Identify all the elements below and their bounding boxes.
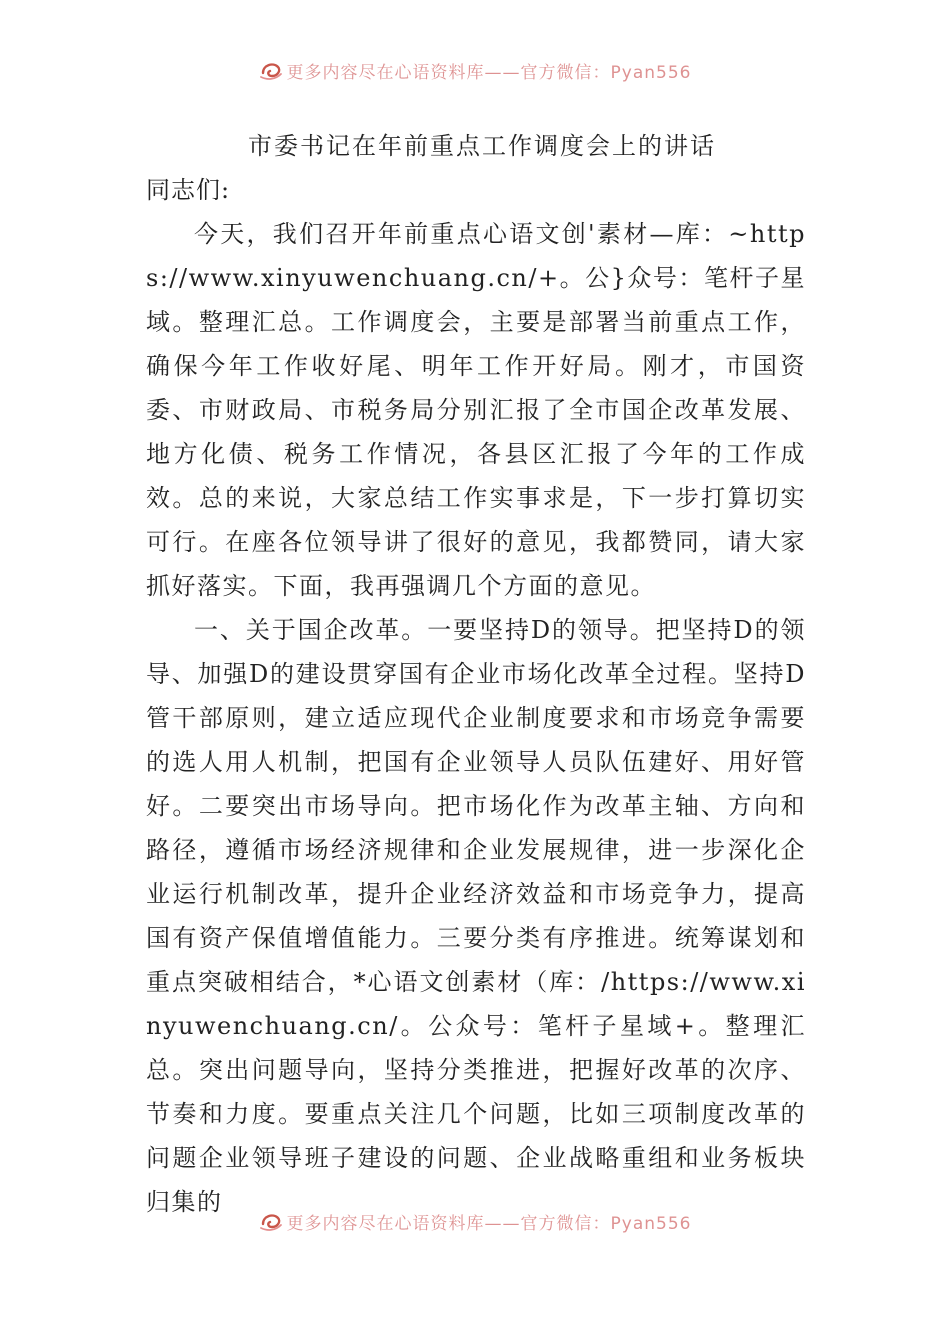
paragraph-intro: 今天，我们召开年前重点心语文创'素材—库：~https://www.xinyuwenchuang.cn/+。公}众号：笔杆子星域。整理汇总。工作调度会，主要是部署当前重点工作，确保今年工作收好尾、明年工作开好局。刚才，市国资委、市财政局、市税务局分别汇报了全市国企改革发展、地方化债、税务工作情况，各县区汇报了今年的工作成效。总的来说，大家总结工作实事求是，下一步打算切实可行。在座各位领导讲了很好的意见，我都赞同，请大家抓好落实。下面，我再强调几个方面的意见。 <box>146 220 806 600</box>
document-title: 市委书记在年前重点工作调度会上的讲话 <box>248 132 716 160</box>
swirl-logo-icon <box>259 59 283 81</box>
watermark-text: 更多内容尽在心语资料库——官方微信：Pyan556 <box>286 1213 692 1234</box>
swirl-logo-icon <box>259 1210 283 1232</box>
paragraph-soe-reform: 一、关于国企改革。一要坚持D的领导。把坚持D的领导、加强D的建设贯穿国有企业市场化改革全过程。坚持D管干部原则，建立适应现代企业制度要求和市场竞争需要的选人用人机制，把国有企业领导人员队伍建好、用好管好。二要突出市场导向。把市场化作为改革主轴、方向和路径，遵循市场经济规律和企业发展规律，进一步深化企业运行机制改革，提升企业经济效益和市场竞争力，提高国有资产保值增值能力。三要分类有序推进。统筹谋划和重点突破相结合，*心语文创素材（库：/https://www.xinyuwenchuang.cn/。公众号：笔杆子星域+。整理汇总。突出问题导向，坚持分类推进，把握好改革的次序、节奏和力度。要重点关注几个问题，比如三项制度改革的问题企业领导班子建设的问题、企业战略重组和业务板块归集的 <box>146 616 806 1216</box>
watermark-banner-top <box>0 55 950 85</box>
watermark-banner-bottom <box>0 1206 950 1236</box>
document-body <box>146 124 806 1224</box>
salutation: 同志们: <box>146 176 231 204</box>
watermark-text: 更多内容尽在心语资料库——官方微信：Pyan556 <box>286 62 692 83</box>
